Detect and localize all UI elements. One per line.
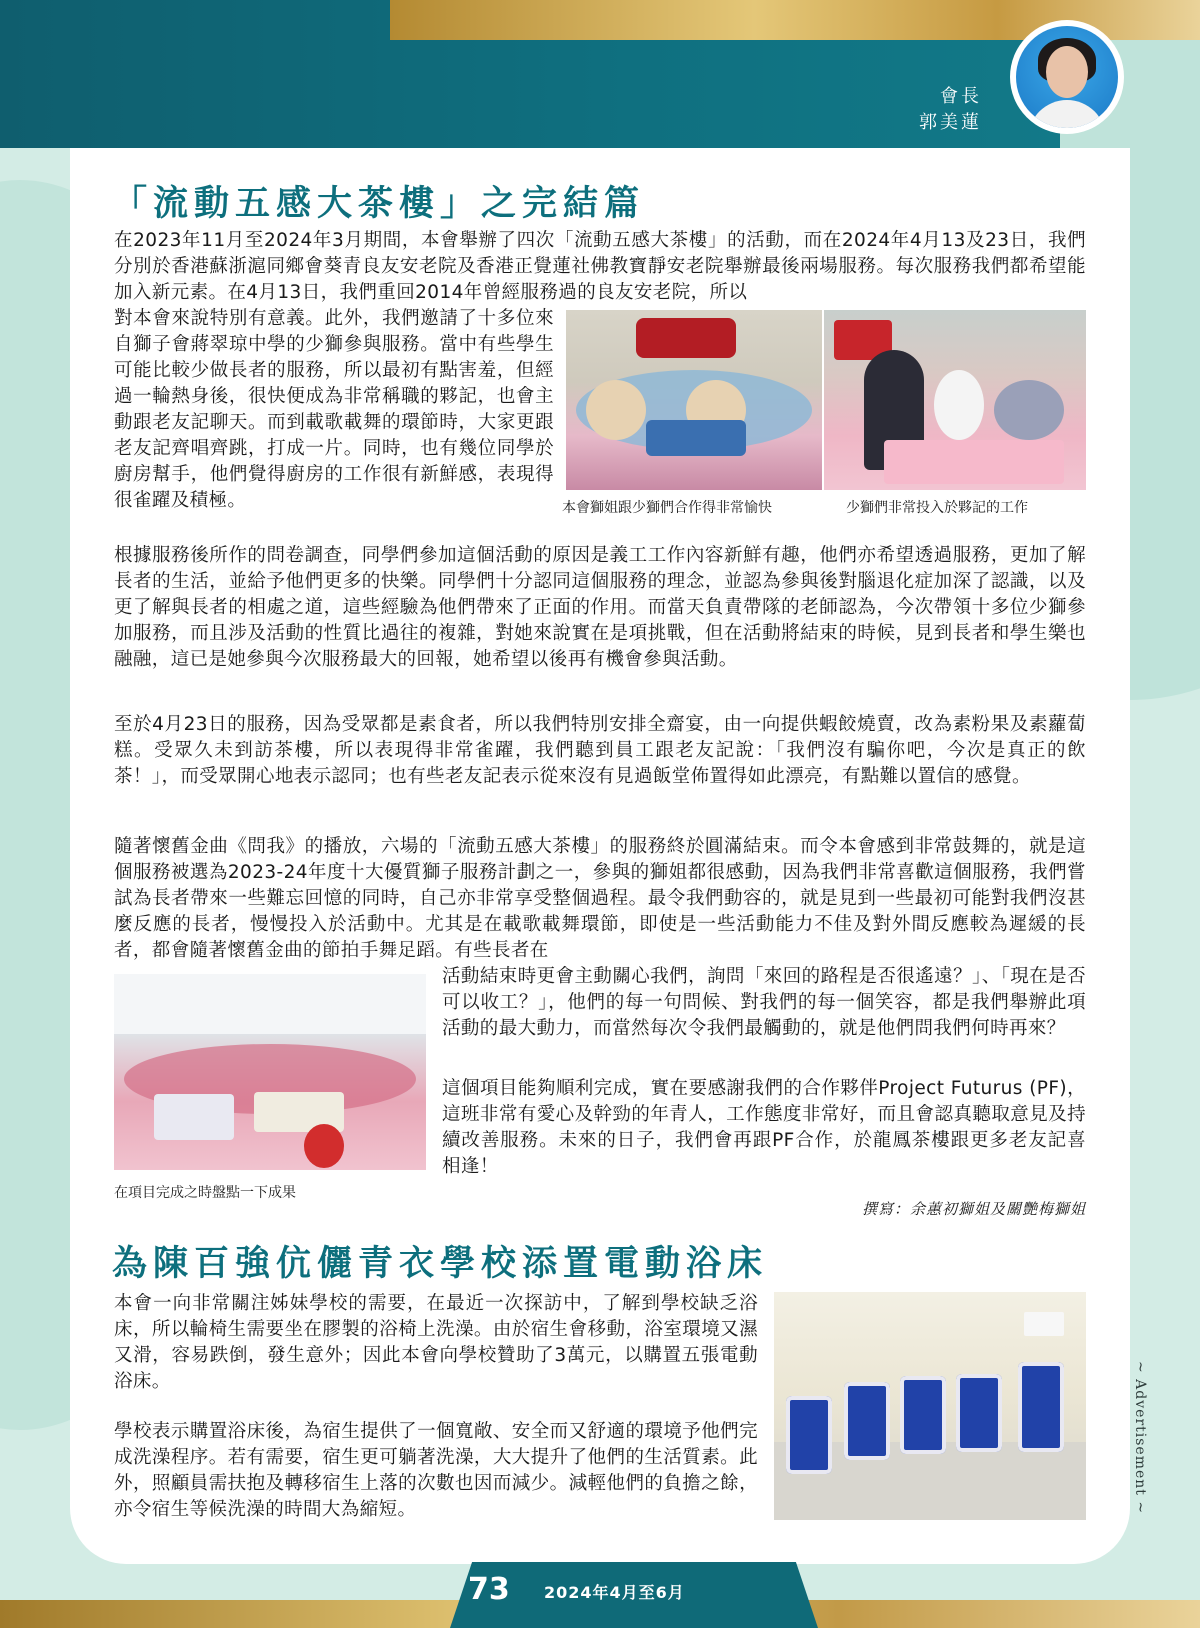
article2-paragraph: 本會一向非常關注姊妹學校的需要，在最近一次探訪中，了解到學校缺乏浴床，所以輪椅生需要坐在膠製的浴椅上洗澡。由於宿生會移動，浴室環境又濕又滑，容易跌倒，發生意外；因此本會向學校贊助了3萬元，以購置五張電動浴床。 (114, 1293, 758, 1392)
president-label (919, 84, 982, 136)
article2-paragraph: 學校表示購置浴床後，為宿生提供了一個寬敞、安全而又舒適的環境予他們完成洗澡程序。若有需要，宿生更可躺著洗澡，大大提升了他們的生活質素。此外，照顧員需扶抱及轉移宿生上落的次數也因而減少。減輕他們的負擔之餘，亦令宿生等候洗澡的時間大為縮短。 (114, 1421, 758, 1520)
president-title: 會長 (940, 86, 982, 107)
advertisement-label: ~ Advertisement ~ (1132, 1361, 1148, 1515)
article1-paragraph: 這個項目能夠順利完成，實在要感謝我們的合作夥伴Project Futurus (PF)，這班非常有愛心及幹勁的年青人，工作態度非常好，而且會認真聽取意見及持續改善服務。未來的日子，我們會再跟PF合作，於龍鳳茶樓跟更多老友記喜相逢！ (442, 1078, 1086, 1177)
article1-byline: 撰寫：余蕙初獅姐及關艷梅獅姐 (861, 1200, 1086, 1218)
photo-youth-serving (824, 310, 1086, 490)
article1-title: 「流動五感大茶樓」之完結篇 (112, 184, 646, 224)
article1-paragraph: 在2023年11月至2024年3月期間，本會舉辦了四次「流動五感大茶樓」的活動，而在2024年4月13及23日，我們分別於香港蘇浙滬同鄉會葵青良友安老院及香港正覺蓮社佛教寶靜安老院舉辦最後兩場服務。每次服務我們都希望能加入新元素。在4月13日，我們重回2014年曾經服務過的良友安老院，所以 (114, 230, 1086, 303)
photo-event-results (114, 974, 426, 1170)
photo-caption: 在項目完成之時盤點一下成果 (114, 1185, 296, 1201)
photo-electric-bath-beds (774, 1292, 1086, 1520)
article1-paragraph: 對本會來說特別有意義。此外，我們邀請了十多位來自獅子會蔣翠琼中學的少獅參與服務。當中有些學生可能比較少做長者的服務，所以最初有點害羞，但經過一輪熱身後，很快便成為非常稱職的夥記，也會主動跟老友記聊天。而到載歌載舞的環節時，大家更跟老友記齊唱齊跳，打成一片。同時，也有幾位同學於廚房幫手，他們覺得廚房的工作很有新鮮感，表現得很雀躍及積極。 (114, 308, 554, 511)
article1-paragraph: 活動結束時更會主動關心我們，詢問「來回的路程是否很遙遠？」、「現在是否可以收工？」，他們的每一句問候、對我們的每一個笑容，都是我們舉辦此項活動的最大動力，而當然每次令我們最觸動的，就是他們問我們何時再來？ (442, 966, 1086, 1039)
page-number: 73 (468, 1572, 510, 1607)
article1-paragraph: 至於4月23日的服務，因為受眾都是素食者，所以我們特別安排全齋宴，由一向提供蝦餃燒賣，改為素粉果及素蘿蔔糕。受眾久未到訪茶樓，所以表現得非常雀躍，我們聽到員工跟老友記說：「我們沒有騙你吧，今次是真正的飲茶！」，而受眾開心地表示認同；也有些老友記表示從來沒有見過飯堂佈置得如此漂亮，有點難以置信的感覺。 (114, 714, 1086, 787)
photo-group-lions (566, 310, 822, 490)
president-avatar (1010, 20, 1124, 134)
president-name: 郭美蓮 (919, 112, 982, 133)
photo-caption: 少獅們非常投入於夥記的工作 (846, 500, 1028, 516)
article1-paragraph: 根據服務後所作的問卷調查，同學們參加這個活動的原因是義工工作內容新鮮有趣，他們亦希望透過服務，更加了解長者的生活，並給予他們更多的快樂。同學們十分認同這個服務的理念，並認為參與後對腦退化症加深了認識，以及更了解與長者的相處之道，這些經驗為他們帶來了正面的作用。而當天負責帶隊的老師認為，今次帶領十多位少獅參加服務，而且涉及活動的性質比過往的複雜，對她來說實在是項挑戰，但在活動將結束的時候，見到長者和學生樂也融融，這已是她參與今次服務最大的回報，她希望以後再有機會參與活動。 (114, 545, 1086, 670)
article2-title: 為陳百強伉儷青衣學校添置電動浴床 (112, 1244, 769, 1284)
issue-date: 2024年4月至6月 (544, 1583, 685, 1602)
photo-caption: 本會獅姐跟少獅們合作得非常愉快 (562, 500, 772, 516)
article1-paragraph: 隨著懷舊金曲《問我》的播放，六場的「流動五感大茶樓」的服務終於圓滿結束。而令本會感到非常鼓舞的，就是這個服務被選為2023-24年度十大優質獅子服務計劃之一，參與的獅姐都很感動，因為我們非常喜歡這個服務，我們嘗試為長者帶來一些難忘回憶的同時，自己亦非常享受整個過程。最令我們動容的，就是見到一些最初可能對我們沒甚麼反應的長者，慢慢投入於活動中。尤其是在載歌載舞環節，即使是一些活動能力不佳及對外間反應較為遲緩的長者，都會隨著懷舊金曲的節拍手舞足蹈。有些長者在 (114, 836, 1086, 961)
